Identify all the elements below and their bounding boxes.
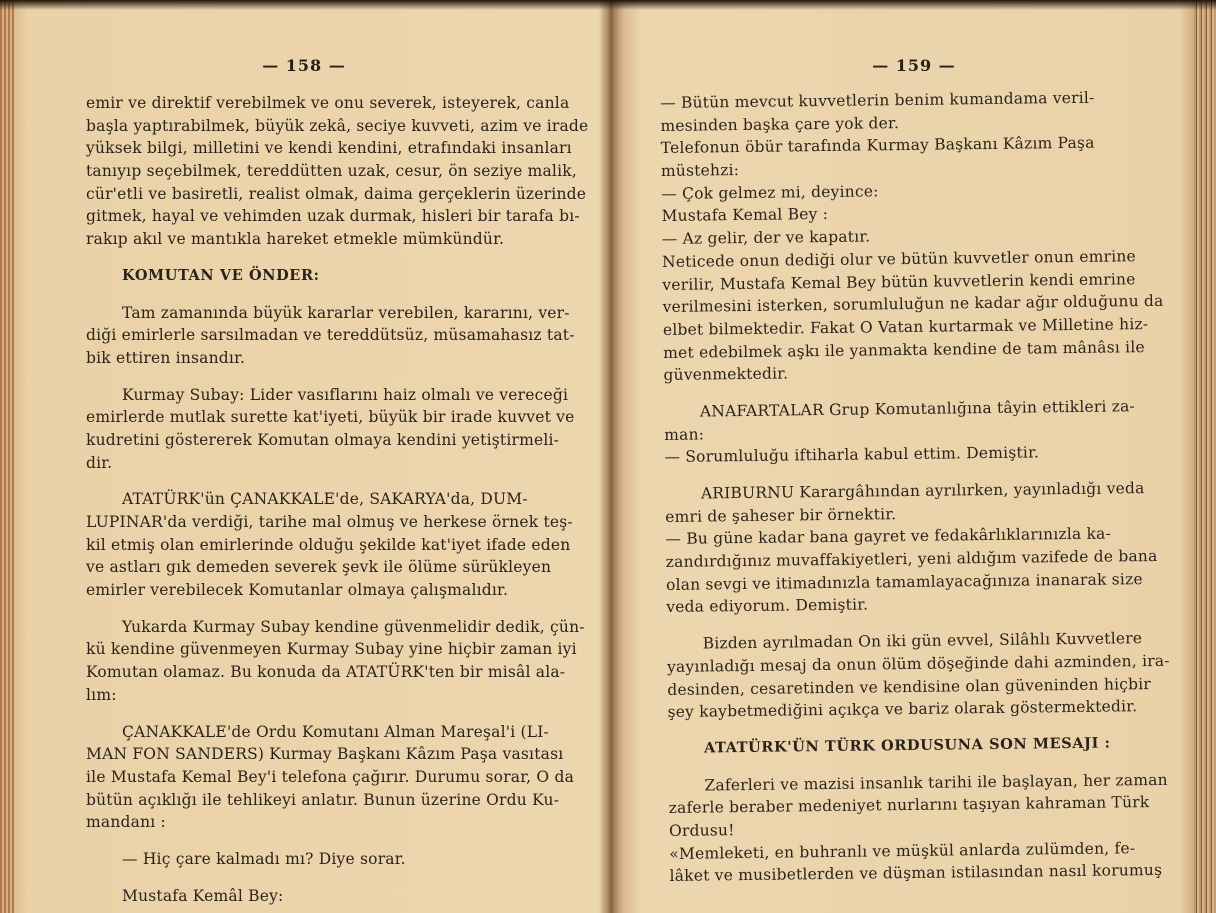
- text-line: emirler verebilecek Komutanlar olmaya çalışmalıdır.: [86, 581, 509, 600]
- text-line: ve astları gık demeden severek şevk ile ölüme sürükleyen: [86, 558, 552, 577]
- text-line: Zaferleri ve mazisi insanlık tarihi ile başlayan, her zaman: [704, 770, 1168, 795]
- text-line: Bizden ayrılmadan On iki gün evvel, Silâhlı Kuvvetlere: [702, 629, 1143, 653]
- text-line: Yukarda Kurmay Subay kendine güvenmelidir dedik, çün-: [122, 617, 585, 636]
- text-line: met edebilmek aşkı ile yanmakta kendine de tam mânâsı ile: [663, 337, 1145, 362]
- text-line: diği emirlerle sarsılmadan ve tereddütsüz, müsamahasız tat-: [86, 326, 575, 345]
- text-line: lâket ve musibetlerden ve düşman istilasından nasıl korumuş: [669, 861, 1163, 886]
- paragraph-gap: [86, 834, 594, 848]
- text-line: Ordusu!: [668, 821, 735, 840]
- text-line: ÇANAKKALE'de Ordu Komutanı Alman Mareşal'i (LI-: [122, 722, 549, 741]
- text-line: — Hiç çare kalmadı mı? Diye sorar.: [122, 849, 406, 868]
- page-body: [660, 86, 1170, 888]
- top-shadow: [0, 0, 1216, 10]
- text-line: — Çok gelmez mi, deyince:: [661, 182, 879, 203]
- text-line: Mustafa Kemal Bey :: [661, 205, 829, 226]
- text-line: kil etmiş olan emirlerinde olduğu şekilde kat'iyet ifade eden: [86, 535, 571, 554]
- text-line: emir ve direktif verebilmek ve onu severek, isteyerek, canla: [86, 94, 570, 112]
- paragraph-gap: [86, 602, 594, 616]
- text-line: — Bu güne kadar bana gayret ve fedakârlıklarınızla ka-: [665, 524, 1112, 549]
- paragraph-gap: [86, 474, 594, 488]
- text-line: emri de şaheser bir örnektir.: [665, 504, 897, 526]
- text-line: Kurmay Subay: Lider vasıflarını haiz olmalı ve vereceği: [122, 385, 569, 404]
- text-line: olan sevgi ve itimadınızla tamamlayacağınıza inanarak size: [665, 569, 1143, 594]
- text-line: zaferle beraber medeniyet nurlarını taşıyan kahraman Türk: [668, 793, 1150, 818]
- text-line: «Memleketi, en buhranlı ve müşkül anlarda zulümden, fe-: [669, 838, 1136, 863]
- text-line: güvenmektedir.: [663, 364, 789, 385]
- text-line: ile Mustafa Kemal Bey'i telefona çağırır. Durumu sorar, O da: [86, 767, 575, 786]
- text-line: verilir, Mustafa Kemal Bey bütün kuvvetlerin kendi emrine: [662, 269, 1136, 294]
- section-heading: KOMUTAN VE ÖNDER:: [122, 266, 320, 284]
- text-line: mesinden başka çare yok der.: [660, 113, 900, 135]
- text-line: tanıyıp seçebilmek, tereddütten uzak, cesur, ön seziye malik,: [86, 162, 577, 181]
- text-line: Neticede onun dediği olur ve bütün kuvvetler onun emrine: [661, 247, 1136, 271]
- text-line: bütün açıklığı ile tehlikeyi anlatır. Bunun üzerine Ordu Ku-: [86, 790, 560, 809]
- text-line: yüksek bilgi, milletini ve kendi kendini, etrafındaki insanları: [86, 139, 572, 158]
- text-line: — Bütün mevcut kuvvetlerin benim kumandama veril-: [660, 88, 1095, 112]
- paragraph-gap: [86, 251, 594, 265]
- text-line: Mustafa Kemâl Bey:: [122, 886, 284, 905]
- text-line: man:: [664, 425, 705, 444]
- text-line: zandırdığınız muvaffakiyetleri, yeni aldığım vazifede de bana: [665, 547, 1158, 572]
- page-number: — 159 —: [872, 56, 956, 75]
- text-line: ATATÜRK'ün ÇANAKKALE'de, SAKARYA'da, DUM-: [122, 490, 528, 509]
- text-line: bik ettiren insandır.: [86, 348, 246, 367]
- right-page: [612, 0, 1216, 913]
- text-line: rakıp akıl ve mantıkla hareket etmekle mümkündür.: [86, 230, 505, 249]
- text-line: elbet bilmektedir. Fakat O Vatan kurtarmak ve Milletine hiz-: [662, 314, 1149, 339]
- text-line: verilmesini isterken, sorumluluğun ne kadar ağır olduğunu da: [662, 292, 1164, 317]
- text-line: müstehzi:: [660, 161, 740, 181]
- page-number: — 158 —: [262, 56, 346, 75]
- section-heading: ATATÜRK'ÜN TÜRK ORDUSUNA SON MESAJI :: [703, 734, 1111, 757]
- text-line: kudretini göstererek Komutan olmaya kendini yetiştirmeli-: [86, 430, 560, 449]
- text-line: lım:: [86, 685, 117, 704]
- text-line: veda ediyorum. Demiştir.: [666, 595, 869, 617]
- text-line: — Sorumluluğu iftiharla kabul ettim. Demiştir.: [664, 443, 1040, 467]
- text-line: desinden, cesaretinden ve kendisine olan güveninden hiçbir: [667, 674, 1152, 699]
- text-line: — Az gelir, der ve kapatır.: [661, 227, 871, 249]
- text-line: dir.: [86, 453, 113, 472]
- text-line: şey kaybetmediğini açıkça ve bariz olarak göstermektedir.: [667, 697, 1138, 722]
- text-line: mandanı :: [86, 813, 166, 832]
- text-line: yayınladığı mesaj da onun ölüm döşeğinde dahi azminden, ira-: [666, 651, 1170, 676]
- paragraph-gap: [86, 288, 594, 302]
- text-line: kü kendine güvenmeyen Kurmay Subay yine hiçbir zaman iyi: [86, 640, 577, 659]
- page-body: [86, 92, 594, 907]
- text-line: cür'etli ve basiretli, realist olmak, daima gerçeklerin üzerinde: [86, 184, 587, 203]
- text-line: Komutan olamaz. Bu konuda da ATATÜRK'ten bir misâl ala-: [86, 663, 566, 682]
- paragraph-gap: [86, 370, 594, 384]
- text-line: Telefonun öbür tarafında Kurmay Başkanı Kâzım Paşa: [660, 134, 1095, 158]
- text-line: ARIBURNU Karargâhından ayrılırken, yayınladığı veda: [700, 479, 1145, 503]
- text-line: MAN FON SANDERS) Kurmay Başkanı Kâzım Paşa vasıtası: [86, 745, 564, 764]
- paragraph-gap: [86, 871, 594, 885]
- text-line: emirlerde mutlak surette kat'iyeti, büyük bir irade kuvvet ve: [86, 408, 575, 427]
- text-line: gitmek, hayal ve vehimden uzak durmak, hisleri bir tarafa bı-: [86, 207, 580, 226]
- text-line: Tam zamanında büyük kararlar verebilen, kararını, ver-: [122, 303, 570, 322]
- text-line: ANAFARTALAR Grup Komutanlığına tâyin ettikleri za-: [699, 397, 1136, 421]
- text-line: başla yaptırabilmek, büyük zekâ, seciye kuvveti, azim ve irade: [86, 116, 589, 135]
- paragraph-gap: [86, 707, 594, 721]
- text-line: LUPINAR'da verdiği, tarihe mal olmuş ve herkese örnek teş-: [86, 513, 573, 531]
